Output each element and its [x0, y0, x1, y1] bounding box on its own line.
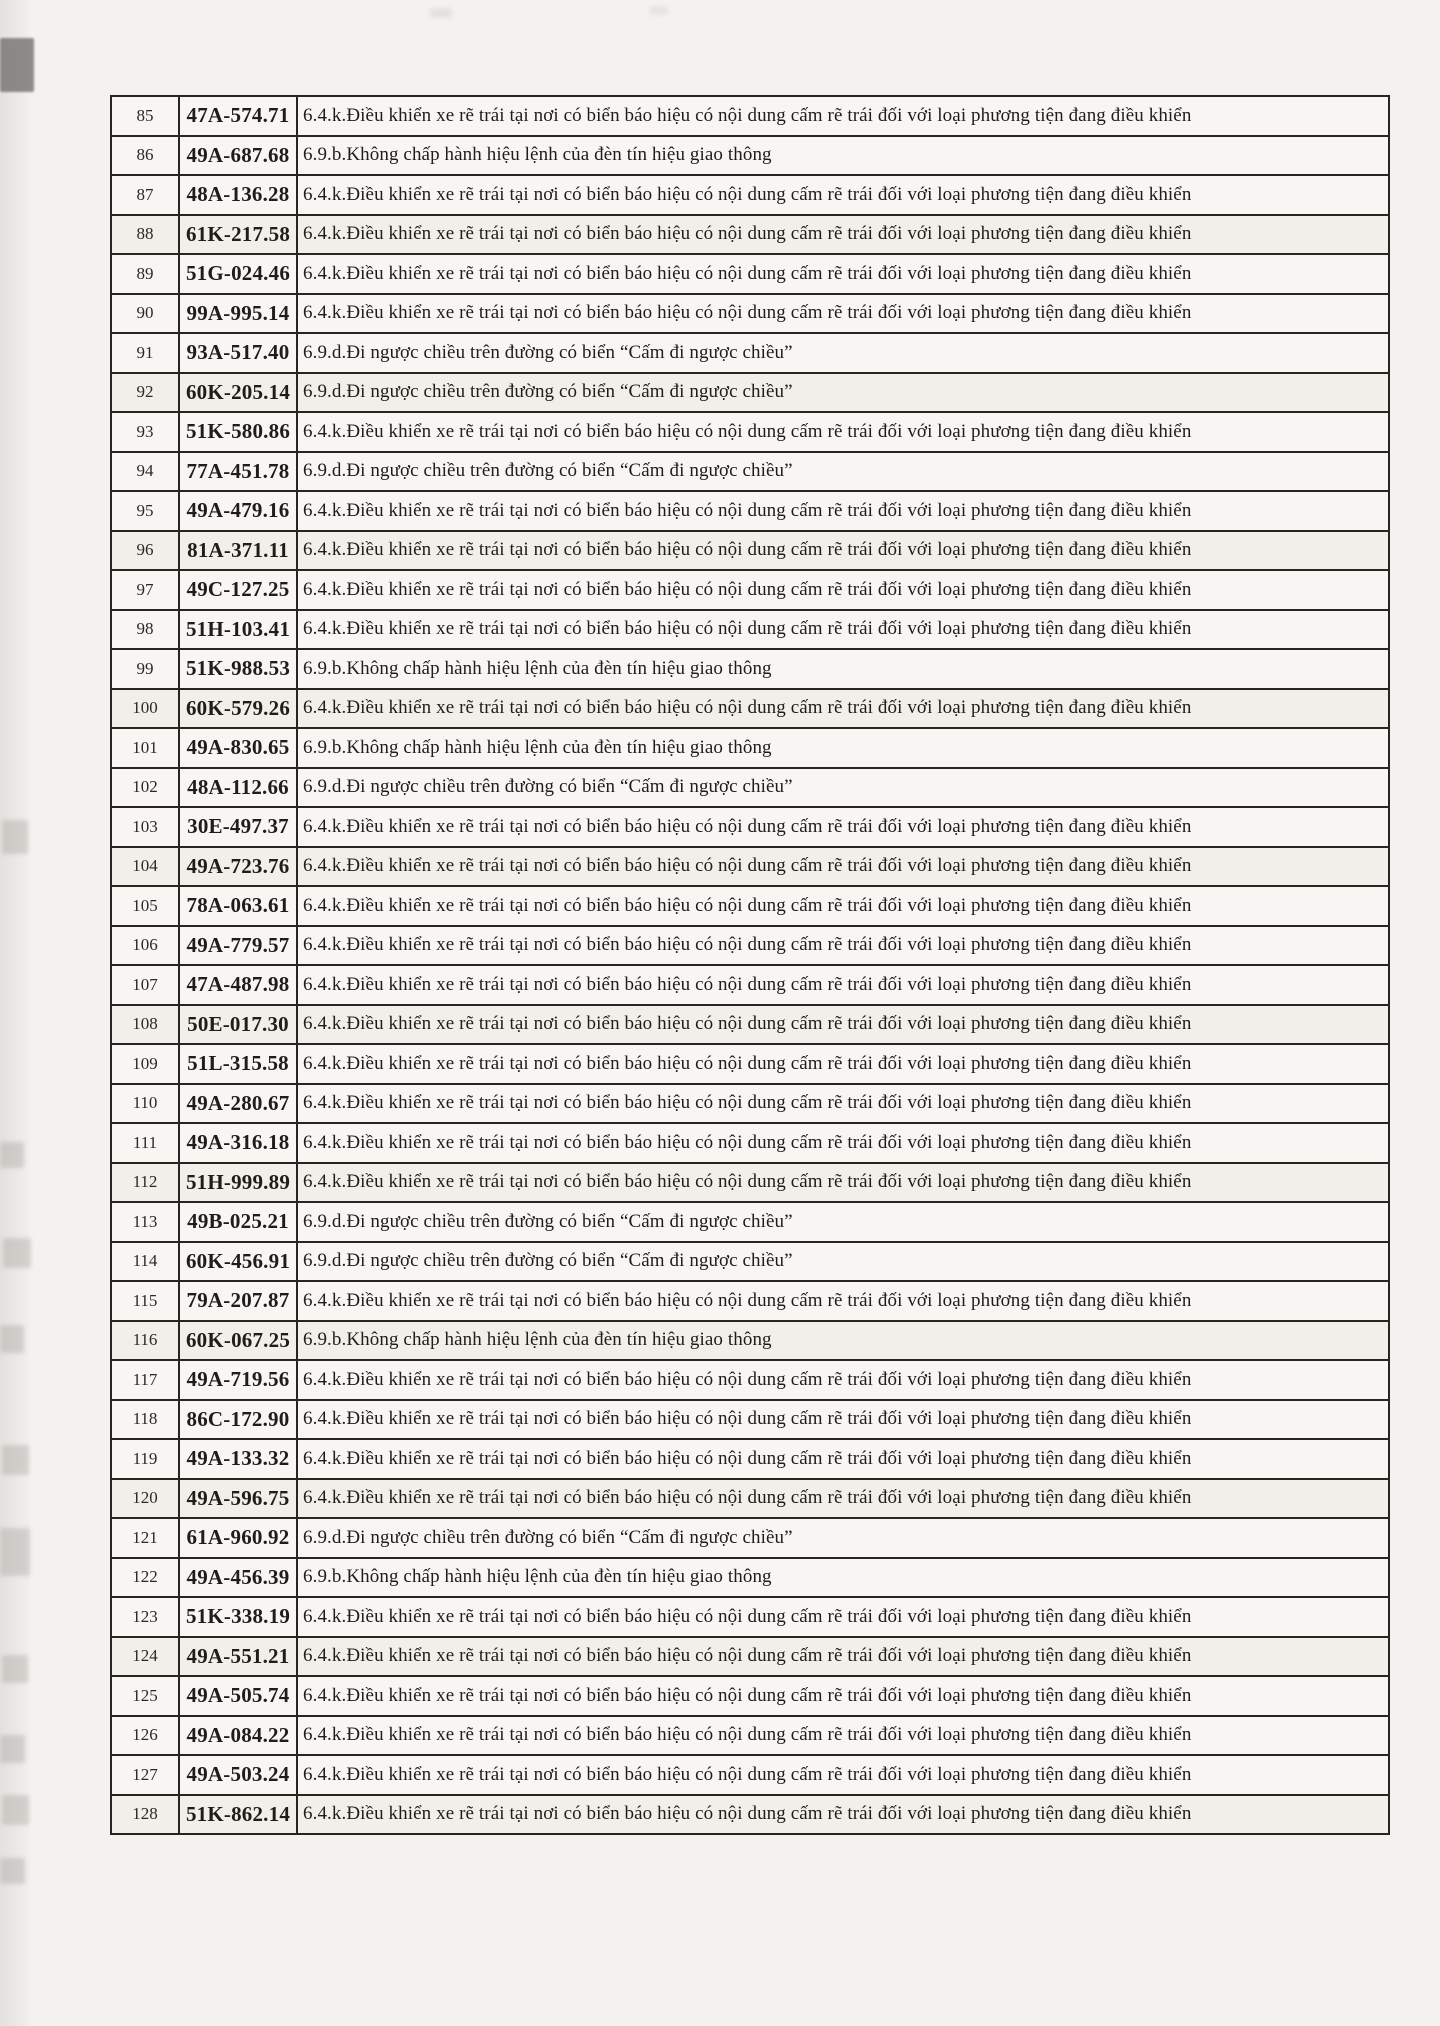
plate-number: 49A-723.76 — [179, 847, 297, 887]
row-number: 93 — [111, 412, 179, 452]
row-number: 106 — [111, 926, 179, 966]
violation-text: 6.9.d.Đi ngược chiều trên đường có biển “Cấm đi ngược chiều” — [297, 768, 1389, 808]
violation-text: 6.4.k.Điều khiển xe rẽ trái tại nơi có biển báo hiệu có nội dung cấm rẽ trái đối với loại phương tiện đang điều khiển — [297, 96, 1389, 136]
plate-number: 47A-574.71 — [179, 96, 297, 136]
scan-edge-band — [0, 0, 30, 2026]
scan-smudge — [0, 1142, 24, 1168]
table-row — [111, 570, 1389, 610]
row-number: 119 — [111, 1439, 179, 1479]
plate-number: 49A-479.16 — [179, 491, 297, 531]
row-number: 110 — [111, 1084, 179, 1124]
plate-number: 81A-371.11 — [179, 531, 297, 571]
violation-table-body — [111, 96, 1389, 1834]
plate-number: 49A-551.21 — [179, 1637, 297, 1677]
table-row — [111, 1163, 1389, 1203]
row-number: 118 — [111, 1400, 179, 1440]
scan-smudge — [0, 1528, 30, 1576]
violation-text: 6.4.k.Điều khiển xe rẽ trái tại nơi có biển báo hiệu có nội dung cấm rẽ trái đối với loại phương tiện đang điều khiển — [297, 1597, 1389, 1637]
plate-number: 51K-580.86 — [179, 412, 297, 452]
table-row — [111, 254, 1389, 294]
table-row — [111, 1479, 1389, 1519]
row-number: 112 — [111, 1163, 179, 1203]
table-row — [111, 649, 1389, 689]
scan-smudge — [0, 1735, 25, 1763]
violation-text: 6.4.k.Điều khiển xe rẽ trái tại nơi có biển báo hiệu có nội dung cấm rẽ trái đối với loại phương tiện đang điều khiển — [297, 807, 1389, 847]
row-number: 122 — [111, 1558, 179, 1598]
plate-number: 49A-280.67 — [179, 1084, 297, 1124]
row-number: 102 — [111, 768, 179, 808]
plate-number: 78A-063.61 — [179, 886, 297, 926]
violation-text: 6.9.b.Không chấp hành hiệu lệnh của đèn tín hiệu giao thông — [297, 728, 1389, 768]
row-number: 125 — [111, 1676, 179, 1716]
violation-text: 6.9.d.Đi ngược chiều trên đường có biển “Cấm đi ngược chiều” — [297, 373, 1389, 413]
scan-smudge — [430, 8, 452, 18]
row-number: 105 — [111, 886, 179, 926]
row-number: 92 — [111, 373, 179, 413]
violation-table — [110, 95, 1390, 1835]
plate-number: 60K-205.14 — [179, 373, 297, 413]
plate-number: 99A-995.14 — [179, 294, 297, 334]
plate-number: 61A-960.92 — [179, 1518, 297, 1558]
scan-smudge — [3, 1238, 31, 1268]
plate-number: 51G-024.46 — [179, 254, 297, 294]
row-number: 117 — [111, 1360, 179, 1400]
table-row — [111, 1558, 1389, 1598]
violation-text: 6.4.k.Điều khiển xe rẽ trái tại nơi có biển báo hiệu có nội dung cấm rẽ trái đối với loại phương tiện đang điều khiển — [297, 610, 1389, 650]
violation-text: 6.9.d.Đi ngược chiều trên đường có biển “Cấm đi ngược chiều” — [297, 1242, 1389, 1282]
row-number: 104 — [111, 847, 179, 887]
table-row — [111, 1597, 1389, 1637]
scan-smudge — [0, 38, 34, 92]
violation-text: 6.4.k.Điều khiển xe rẽ trái tại nơi có biển báo hiệu có nội dung cấm rẽ trái đối với loại phương tiện đang điều khiển — [297, 847, 1389, 887]
table-row — [111, 728, 1389, 768]
plate-number: 48A-136.28 — [179, 175, 297, 215]
plate-number: 51H-103.41 — [179, 610, 297, 650]
plate-number: 50E-017.30 — [179, 1005, 297, 1045]
scan-smudge — [2, 1795, 29, 1825]
plate-number: 47A-487.98 — [179, 965, 297, 1005]
scan-smudge — [0, 1858, 25, 1884]
table-row — [111, 215, 1389, 255]
violation-text: 6.4.k.Điều khiển xe rẽ trái tại nơi có biển báo hiệu có nội dung cấm rẽ trái đối với loại phương tiện đang điều khiển — [297, 1163, 1389, 1203]
violation-text: 6.4.k.Điều khiển xe rẽ trái tại nơi có biển báo hiệu có nội dung cấm rẽ trái đối với loại phương tiện đang điều khiển — [297, 1716, 1389, 1756]
plate-number: 48A-112.66 — [179, 768, 297, 808]
table-row — [111, 807, 1389, 847]
table-row — [111, 294, 1389, 334]
row-number: 107 — [111, 965, 179, 1005]
plate-number: 49A-779.57 — [179, 926, 297, 966]
violation-text: 6.4.k.Điều khiển xe rẽ trái tại nơi có biển báo hiệu có nội dung cấm rẽ trái đối với loại phương tiện đang điều khiển — [297, 926, 1389, 966]
plate-number: 30E-497.37 — [179, 807, 297, 847]
plate-number: 93A-517.40 — [179, 333, 297, 373]
table-row — [111, 373, 1389, 413]
plate-number: 51K-862.14 — [179, 1795, 297, 1835]
table-row — [111, 531, 1389, 571]
violation-text: 6.4.k.Điều khiển xe rẽ trái tại nơi có biển báo hiệu có nội dung cấm rẽ trái đối với loại phương tiện đang điều khiển — [297, 1795, 1389, 1835]
row-number: 114 — [111, 1242, 179, 1282]
row-number: 94 — [111, 452, 179, 492]
plate-number: 61K-217.58 — [179, 215, 297, 255]
table-row — [111, 175, 1389, 215]
row-number: 96 — [111, 531, 179, 571]
violation-text: 6.4.k.Điều khiển xe rẽ trái tại nơi có biển báo hiệu có nội dung cấm rẽ trái đối với loại phương tiện đang điều khiển — [297, 1400, 1389, 1440]
violation-text: 6.4.k.Điều khiển xe rẽ trái tại nơi có biển báo hiệu có nội dung cấm rẽ trái đối với loại phương tiện đang điều khiển — [297, 175, 1389, 215]
row-number: 95 — [111, 491, 179, 531]
table-row — [111, 1044, 1389, 1084]
table-row — [111, 1716, 1389, 1756]
plate-number: 51H-999.89 — [179, 1163, 297, 1203]
row-number: 127 — [111, 1755, 179, 1795]
row-number: 116 — [111, 1321, 179, 1361]
table-row — [111, 1242, 1389, 1282]
scan-smudge — [650, 6, 668, 15]
plate-number: 49A-503.24 — [179, 1755, 297, 1795]
table-row — [111, 1360, 1389, 1400]
row-number: 97 — [111, 570, 179, 610]
row-number: 108 — [111, 1005, 179, 1045]
table-row — [111, 412, 1389, 452]
violation-text: 6.4.k.Điều khiển xe rẽ trái tại nơi có biển báo hiệu có nội dung cấm rẽ trái đối với loại phương tiện đang điều khiển — [297, 570, 1389, 610]
row-number: 111 — [111, 1123, 179, 1163]
table-row — [111, 491, 1389, 531]
violation-text: 6.4.k.Điều khiển xe rẽ trái tại nơi có biển báo hiệu có nội dung cấm rẽ trái đối với loại phương tiện đang điều khiển — [297, 215, 1389, 255]
table-row — [111, 926, 1389, 966]
violation-text: 6.4.k.Điều khiển xe rẽ trái tại nơi có biển báo hiệu có nội dung cấm rẽ trái đối với loại phương tiện đang điều khiển — [297, 531, 1389, 571]
plate-number: 49A-316.18 — [179, 1123, 297, 1163]
table-row — [111, 1676, 1389, 1716]
row-number: 85 — [111, 96, 179, 136]
row-number: 128 — [111, 1795, 179, 1835]
table-row — [111, 1202, 1389, 1242]
violation-text: 6.9.b.Không chấp hành hiệu lệnh của đèn tín hiệu giao thông — [297, 649, 1389, 689]
violation-text: 6.4.k.Điều khiển xe rẽ trái tại nơi có biển báo hiệu có nội dung cấm rẽ trái đối với loại phương tiện đang điều khiển — [297, 1676, 1389, 1716]
violation-text: 6.4.k.Điều khiển xe rẽ trái tại nơi có biển báo hiệu có nội dung cấm rẽ trái đối với loại phương tiện đang điều khiển — [297, 1044, 1389, 1084]
table-row — [111, 965, 1389, 1005]
table-row — [111, 136, 1389, 176]
violation-text: 6.9.d.Đi ngược chiều trên đường có biển “Cấm đi ngược chiều” — [297, 452, 1389, 492]
table-row — [111, 1518, 1389, 1558]
violation-text: 6.4.k.Điều khiển xe rẽ trái tại nơi có biển báo hiệu có nội dung cấm rẽ trái đối với loại phương tiện đang điều khiển — [297, 1005, 1389, 1045]
row-number: 126 — [111, 1716, 179, 1756]
table-row — [111, 452, 1389, 492]
table-row — [111, 1084, 1389, 1124]
table-row — [111, 610, 1389, 650]
violation-text: 6.4.k.Điều khiển xe rẽ trái tại nơi có biển báo hiệu có nội dung cấm rẽ trái đối với loại phương tiện đang điều khiển — [297, 254, 1389, 294]
violation-text: 6.4.k.Điều khiển xe rẽ trái tại nơi có biển báo hiệu có nội dung cấm rẽ trái đối với loại phương tiện đang điều khiển — [297, 965, 1389, 1005]
row-number: 91 — [111, 333, 179, 373]
violation-text: 6.9.d.Đi ngược chiều trên đường có biển “Cấm đi ngược chiều” — [297, 1202, 1389, 1242]
table-row — [111, 1755, 1389, 1795]
violation-text: 6.4.k.Điều khiển xe rẽ trái tại nơi có biển báo hiệu có nội dung cấm rẽ trái đối với loại phương tiện đang điều khiển — [297, 1637, 1389, 1677]
violation-text: 6.9.b.Không chấp hành hiệu lệnh của đèn tín hiệu giao thông — [297, 1321, 1389, 1361]
violation-text: 6.4.k.Điều khiển xe rẽ trái tại nơi có biển báo hiệu có nội dung cấm rẽ trái đối với loại phương tiện đang điều khiển — [297, 1281, 1389, 1321]
table-row — [111, 333, 1389, 373]
table-row — [111, 1123, 1389, 1163]
table-row — [111, 768, 1389, 808]
plate-number: 49A-687.68 — [179, 136, 297, 176]
plate-number: 51K-338.19 — [179, 1597, 297, 1637]
table-row — [111, 1439, 1389, 1479]
violation-text: 6.4.k.Điều khiển xe rẽ trái tại nơi có biển báo hiệu có nội dung cấm rẽ trái đối với loại phương tiện đang điều khiển — [297, 294, 1389, 334]
table-row — [111, 1281, 1389, 1321]
violation-text: 6.4.k.Điều khiển xe rẽ trái tại nơi có biển báo hiệu có nội dung cấm rẽ trái đối với loại phương tiện đang điều khiển — [297, 1084, 1389, 1124]
violation-text: 6.4.k.Điều khiển xe rẽ trái tại nơi có biển báo hiệu có nội dung cấm rẽ trái đối với loại phương tiện đang điều khiển — [297, 1123, 1389, 1163]
plate-number: 60K-067.25 — [179, 1321, 297, 1361]
plate-number: 86C-172.90 — [179, 1400, 297, 1440]
table-row — [111, 847, 1389, 887]
table-row — [111, 1321, 1389, 1361]
row-number: 123 — [111, 1597, 179, 1637]
row-number: 87 — [111, 175, 179, 215]
violation-text: 6.4.k.Điều khiển xe rẽ trái tại nơi có biển báo hiệu có nội dung cấm rẽ trái đối với loại phương tiện đang điều khiển — [297, 1360, 1389, 1400]
row-number: 90 — [111, 294, 179, 334]
plate-number: 49A-719.56 — [179, 1360, 297, 1400]
table-row — [111, 689, 1389, 729]
plate-number: 77A-451.78 — [179, 452, 297, 492]
row-number: 88 — [111, 215, 179, 255]
violation-text: 6.9.b.Không chấp hành hiệu lệnh của đèn tín hiệu giao thông — [297, 1558, 1389, 1598]
violation-text: 6.4.k.Điều khiển xe rẽ trái tại nơi có biển báo hiệu có nội dung cấm rẽ trái đối với loại phương tiện đang điều khiển — [297, 689, 1389, 729]
plate-number: 60K-456.91 — [179, 1242, 297, 1282]
row-number: 89 — [111, 254, 179, 294]
plate-number: 49A-084.22 — [179, 1716, 297, 1756]
table-row — [111, 1637, 1389, 1677]
violation-text: 6.4.k.Điều khiển xe rẽ trái tại nơi có biển báo hiệu có nội dung cấm rẽ trái đối với loại phương tiện đang điều khiển — [297, 1439, 1389, 1479]
plate-number: 79A-207.87 — [179, 1281, 297, 1321]
plate-number: 49B-025.21 — [179, 1202, 297, 1242]
row-number: 101 — [111, 728, 179, 768]
violation-text: 6.9.b.Không chấp hành hiệu lệnh của đèn tín hiệu giao thông — [297, 136, 1389, 176]
violation-text: 6.4.k.Điều khiển xe rẽ trái tại nơi có biển báo hiệu có nội dung cấm rẽ trái đối với loại phương tiện đang điều khiển — [297, 412, 1389, 452]
scan-smudge — [2, 1445, 29, 1475]
row-number: 99 — [111, 649, 179, 689]
plate-number: 51L-315.58 — [179, 1044, 297, 1084]
row-number: 121 — [111, 1518, 179, 1558]
row-number: 120 — [111, 1479, 179, 1519]
row-number: 100 — [111, 689, 179, 729]
row-number: 103 — [111, 807, 179, 847]
violation-text: 6.9.d.Đi ngược chiều trên đường có biển “Cấm đi ngược chiều” — [297, 333, 1389, 373]
violation-text: 6.4.k.Điều khiển xe rẽ trái tại nơi có biển báo hiệu có nội dung cấm rẽ trái đối với loại phương tiện đang điều khiển — [297, 1755, 1389, 1795]
scan-smudge — [0, 1325, 24, 1353]
scan-smudge — [2, 1655, 28, 1683]
violation-text: 6.4.k.Điều khiển xe rẽ trái tại nơi có biển báo hiệu có nội dung cấm rẽ trái đối với loại phương tiện đang điều khiển — [297, 1479, 1389, 1519]
violation-text: 6.9.d.Đi ngược chiều trên đường có biển “Cấm đi ngược chiều” — [297, 1518, 1389, 1558]
row-number: 109 — [111, 1044, 179, 1084]
row-number: 98 — [111, 610, 179, 650]
scan-smudge — [2, 820, 28, 854]
plate-number: 49A-133.32 — [179, 1439, 297, 1479]
plate-number: 49A-505.74 — [179, 1676, 297, 1716]
plate-number: 49A-830.65 — [179, 728, 297, 768]
table-row — [111, 1005, 1389, 1045]
row-number: 124 — [111, 1637, 179, 1677]
table-row — [111, 1400, 1389, 1440]
violation-text: 6.4.k.Điều khiển xe rẽ trái tại nơi có biển báo hiệu có nội dung cấm rẽ trái đối với loại phương tiện đang điều khiển — [297, 491, 1389, 531]
table-row — [111, 96, 1389, 136]
violation-text: 6.4.k.Điều khiển xe rẽ trái tại nơi có biển báo hiệu có nội dung cấm rẽ trái đối với loại phương tiện đang điều khiển — [297, 886, 1389, 926]
plate-number: 49A-596.75 — [179, 1479, 297, 1519]
row-number: 86 — [111, 136, 179, 176]
plate-number: 49C-127.25 — [179, 570, 297, 610]
table-row — [111, 1795, 1389, 1835]
plate-number: 60K-579.26 — [179, 689, 297, 729]
plate-number: 51K-988.53 — [179, 649, 297, 689]
plate-number: 49A-456.39 — [179, 1558, 297, 1598]
row-number: 113 — [111, 1202, 179, 1242]
table-row — [111, 886, 1389, 926]
row-number: 115 — [111, 1281, 179, 1321]
